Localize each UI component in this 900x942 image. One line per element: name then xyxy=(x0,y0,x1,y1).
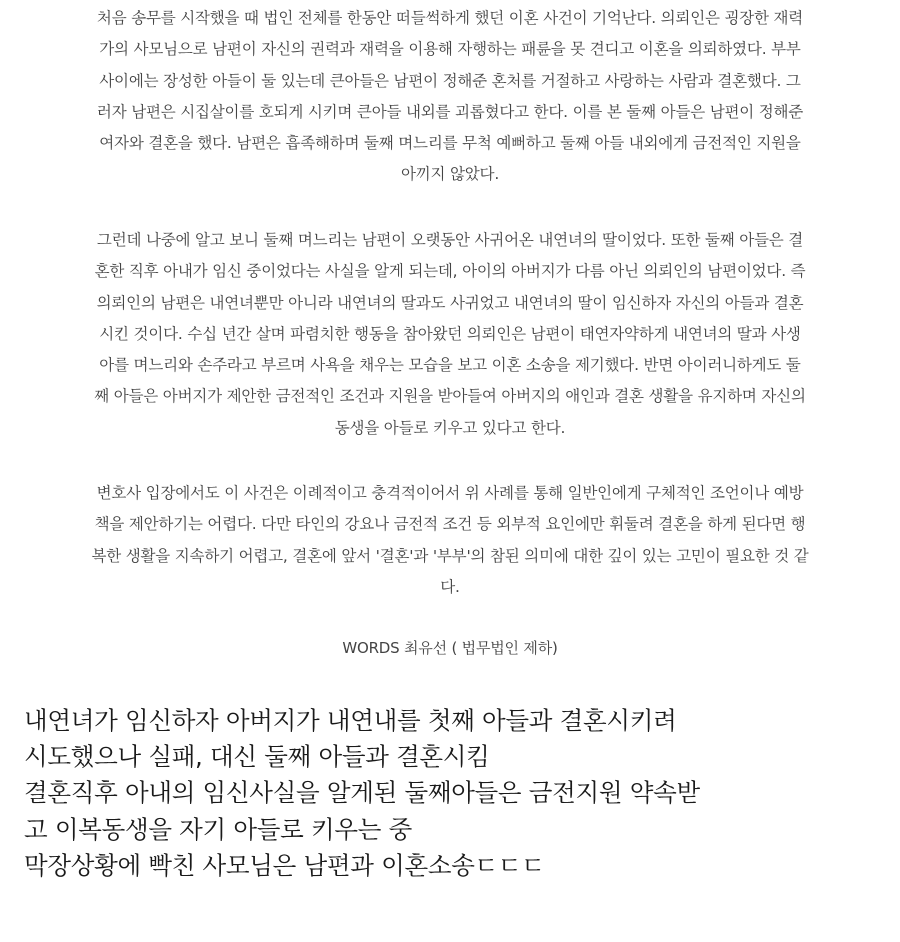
article-line: 의뢰인의 남편은 내연녀뿐만 아니라 내연녀의 딸과도 사귀었고 내연녀의 딸이 임신하자 자신의 아들과 결혼 xyxy=(96,293,804,312)
article-line: 아끼지 않았다. xyxy=(400,165,500,184)
article-line: 혼한 직후 아내가 임신 중이었다는 사실을 알게 되는데, 아이의 아버지가 다름 아닌 의뢰인의 남편이었다. 즉 xyxy=(94,262,806,281)
article-line: 아를 며느리와 손주라고 부르며 사욕을 채우는 모습을 보고 이혼 소송을 제기했다. 반면 아이러니하게도 둘 xyxy=(99,356,801,375)
article-line: 사이에는 장성한 아들이 둘 있는데 큰아들은 남편이 정해준 혼처를 거절하고 사랑하는 사람과 결혼했다. 그 xyxy=(99,71,801,90)
article-line: 동생을 아들로 키우고 있다고 한다. xyxy=(334,418,566,437)
article-line: 복한 생활을 지속하기 어렵고, 결혼에 앞서 '결혼'과 '부부'의 참된 의미에 대한 깊이 있는 고민이 필요한 것 같 xyxy=(91,546,809,565)
caption-line: 시도했으나 실패, 대신 둘째 아들과 결혼시킴 xyxy=(24,742,490,772)
caption-line: 내연녀가 임신하자 아버지가 내연내를 첫째 아들과 결혼시키려 xyxy=(24,706,677,735)
article-line: 책을 제안하기는 어렵다. 다만 타인의 강요나 금전적 조건 등 외부적 요인에만 휘둘려 결혼을 하게 된다면 행 xyxy=(94,515,806,534)
article-paragraph-1 xyxy=(24,3,876,191)
article-line: 러자 남편은 시집살이를 호되게 시키며 큰아들 내외를 괴롭혔다고 한다. 이를 본 둘째 아들은 남편이 정해준 xyxy=(96,102,804,121)
commentary-caption xyxy=(24,703,884,884)
caption-line: 막장상황에 빡친 사모님은 남편과 이혼소송ㄷㄷㄷ xyxy=(24,850,545,880)
article-paragraph-2 xyxy=(24,225,876,444)
article-line: 여자와 결혼을 했다. 남편은 흡족해하며 둘째 며느리를 무척 예뻐하고 둘째 아들 내외에게 금전적인 지원을 xyxy=(99,134,801,153)
article-byline: WORDS 최유선 ( 법무법인 제하) xyxy=(342,639,558,657)
article-line: 시킨 것이다. 수십 년간 살며 파렴치한 행동을 참아왔던 의뢰인은 남편이 태연자약하게 내연녀의 딸과 사생 xyxy=(99,324,801,343)
article-line: 째 아들은 아버지가 제안한 금전적인 조건과 지원을 받아들여 아버지의 애인과 결혼 생활을 유지하며 자신의 xyxy=(94,387,806,406)
article-line: 처음 송무를 시작했을 때 법인 전체를 한동안 떠들썩하게 했던 이혼 사건이 기억난다. 의뢰인은 굉장한 재력 xyxy=(96,9,804,27)
caption-line: 고 이복동생을 자기 아들로 키우는 중 xyxy=(24,814,412,844)
article-line: 그런데 나중에 알고 보니 둘째 며느리는 남편이 오랫동안 사귀어온 내연녀의 딸이었다. 또한 둘째 아들은 결 xyxy=(96,231,804,249)
caption-line: 결혼직후 아내의 임신사실을 알게된 둘째아들은 금전지원 약속받 xyxy=(24,778,700,808)
article-paragraph-3 xyxy=(24,478,876,603)
article-line: 변호사 입장에서도 이 사건은 이례적이고 충격적이어서 위 사례를 통해 일반인에게 구체적인 조언이나 예방 xyxy=(96,484,804,502)
article-line: 가의 사모님으로 남편이 자신의 권력과 재력을 이용해 자행하는 패륜을 못 견디고 이혼을 의뢰하였다. 부부 xyxy=(99,40,801,59)
article-line: 다. xyxy=(440,577,460,596)
